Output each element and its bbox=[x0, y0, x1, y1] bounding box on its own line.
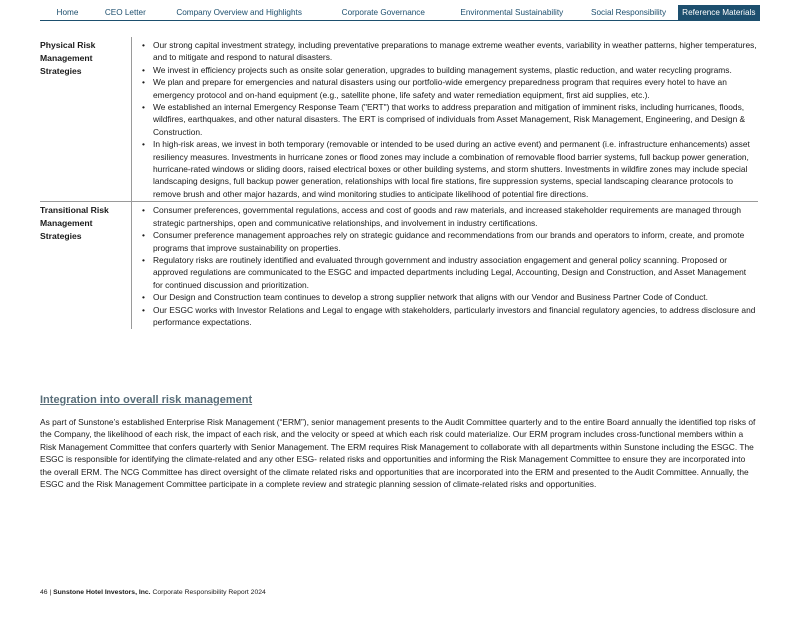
list-item: • We established an internal Emergency Response Team ("ERT") that works to address preparation and mitigation of imminent risks, including hurricanes, floods, wildfires, earthquakes, and other natural disasters. The ERT is comprised of individuals from Asset Management, Risk Management, Engineering, and Design & Construction. bbox=[142, 101, 758, 138]
footer-report-title: Corporate Responsibility Report 2024 bbox=[152, 589, 266, 596]
list-item: • Our Design and Construction team continues to develop a strong supplier network that aligns with our Vendor and Business Partner Code of Conduct. bbox=[142, 291, 758, 303]
footer-company: Sunstone Hotel Investors, Inc. bbox=[53, 589, 151, 596]
nav-reference-materials[interactable]: Reference Materials bbox=[678, 5, 760, 20]
nav-corporate-governance[interactable]: Corporate Governance bbox=[341, 8, 425, 17]
list-item: • We plan and prepare for emergencies and natural disasters using our portfolio-wide emergency preparedness program that requires every hotel to have an emergency protocol and on-hand equipment (e.g., satellite phone, life safety and water remediation equipment, first aid supplies, etc.). bbox=[142, 76, 758, 101]
section-title: Integration into overall risk management bbox=[40, 394, 253, 406]
transitional-risk-label: Transitional Risk Management Strategies bbox=[40, 205, 109, 242]
list-item: • Our ESGC works with Investor Relations and Legal to engage with stakeholders, particularly investors and financial regulatory agencies, to address disclosure and performance expectations. bbox=[142, 304, 758, 329]
physical-risk-row bbox=[40, 37, 758, 202]
nav-social-responsibility[interactable]: Social Responsibility bbox=[591, 8, 667, 17]
footer-separator: | bbox=[49, 589, 52, 596]
list-item: • In high-risk areas, we invest in both temporary (removable or intended to be used during an active event) and permanent (i.e. infrastructure enhancements) asset resiliency measures. Investments in hurricane zones or flood zones may include a combination of removable flood barrier systems, full backup power generation, hurricane-rated windows or sliding doors, raised electrical boxes or other building systems, and storm shutters. Investments in wildfire zones may include special landscaping designs, full backup power generation, relationships with local fire stations, fire suppression systems, special landscaping clearance protocols to remove brush and other major hazards, and wind monitoring studies to anticipate likelihood of potential fire directions. bbox=[142, 138, 758, 200]
page-footer bbox=[40, 589, 266, 596]
nav-environmental-sustainability[interactable]: Environmental Sustainability bbox=[460, 8, 564, 17]
nav-home[interactable]: Home bbox=[56, 8, 79, 17]
transitional-risk-bullets bbox=[142, 204, 758, 328]
physical-risk-label: Physical Risk Management Strategies bbox=[40, 40, 96, 76]
transitional-risk-row bbox=[40, 202, 758, 330]
list-item: • Consumer preference management approaches rely on strategic guidance and recommendations from our brands and operators to inform, create, and promote programs that improve sustainability on properties. bbox=[142, 229, 758, 254]
list-item: • We invest in efficiency projects such as onsite solar generation, upgrades to building management systems, plastic reduction, and water recycling programs. bbox=[142, 64, 758, 76]
list-item: • Our strong capital investment strategy, including preventative preparations to manage extreme weather events, variability in weather patterns, higher temperatures, and to mitigate and respond to natural disasters. bbox=[142, 39, 758, 64]
physical-risk-bullets bbox=[142, 39, 758, 200]
list-item: • Consumer preferences, governmental regulations, access and cost of goods and raw materials, and increased stakeholder requirements are managed through strategic partnerships, open and communicative relationships, and involvement in industry certifications. bbox=[142, 204, 758, 229]
top-navigation bbox=[40, 5, 760, 21]
risk-strategies-table bbox=[40, 37, 758, 329]
list-item: • Regulatory risks are routinely identified and evaluated through government and industry association engagement and general policy scanning. Proposed or approved regulations are communicated to the ESGC and impacted departments including Legal, Accounting, Design and Construction, and Asset Management for continued discussion and prioritization. bbox=[142, 254, 758, 291]
nav-ceo-letter[interactable]: CEO Letter bbox=[104, 8, 146, 17]
section-body: As part of Sunstone’s established Enterprise Risk Management (“ERM”), senior management presents to the Audit Committee quarterly and to the entire Board annually the identified top risks of the Company, the likelihood of each risk, the impact of each risk, and the velocity or speed at which each risk could materialize. Our ERM program includes cross-functional members within a Risk Management Committee that confers quarterly with Senior Management. The ERM requires Risk Management to collaborate with all departments within Sunstone including the ESGC. The ESGC is responsible for identifying the climate-related and any other ESG- related risks and opportunities and informing the Risk Management Committee to ensure they are incorporated into the overall ERM. The NCG Committee has direct oversight of the climate related risks and opportunities that are incorporated into the ERM and presented to the Audit Committee. Annually, the ESGC and the Risk Management Committee participate in a complete review and strategic planning session of climate-related risks and opportunities. bbox=[40, 417, 756, 490]
page-number: 46 bbox=[40, 589, 48, 596]
nav-company-overview[interactable]: Company Overview and Highlights bbox=[176, 8, 302, 17]
